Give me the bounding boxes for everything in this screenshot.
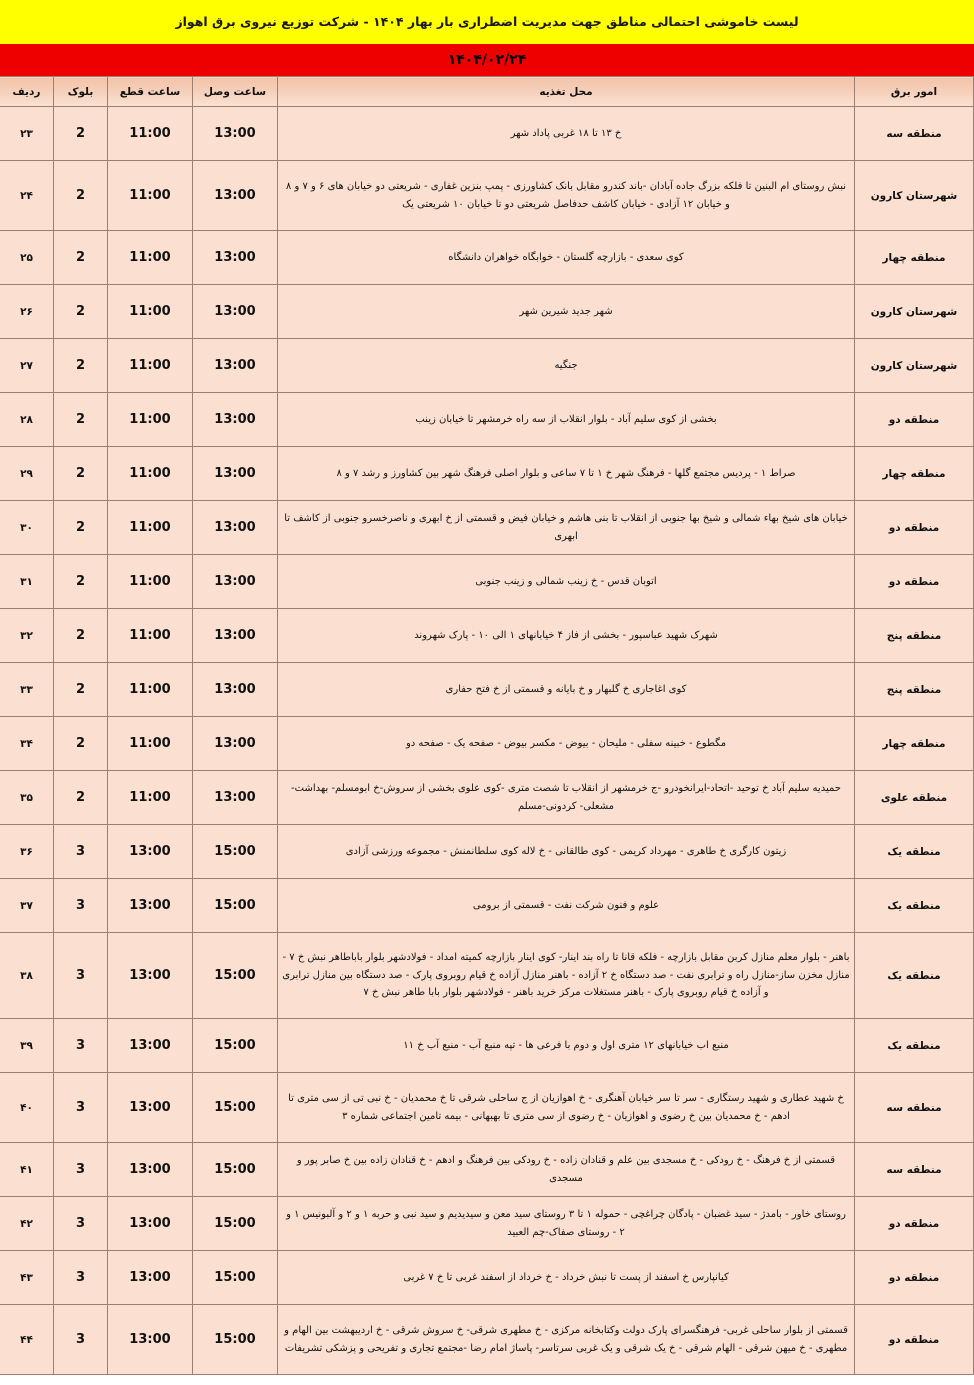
cell-radif: ۳۴ (0, 717, 54, 771)
cell-omur-bargh: منطقه یک (855, 825, 974, 879)
cell-saat-ghat: 13:00 (108, 1143, 193, 1197)
cell-blok: 2 (54, 771, 108, 825)
date-banner (0, 44, 974, 76)
title-banner (0, 0, 974, 44)
cell-radif: ۳۰ (0, 501, 54, 555)
cell-saat-ghat: 11:00 (108, 285, 193, 339)
cell-saat-ghat: 11:00 (108, 161, 193, 231)
cell-blok: 2 (54, 231, 108, 285)
table-row (0, 447, 974, 501)
cell-omur-bargh: شهرستان کارون (855, 161, 974, 231)
table-row (0, 1073, 974, 1143)
cell-omur-bargh: منطقه چهار (855, 447, 974, 501)
cell-mahal-taghzie: اتوبان قدس - خ زینب شمالی و زینب جنوبی (278, 555, 855, 609)
cell-blok: 3 (54, 1019, 108, 1073)
cell-blok: 2 (54, 501, 108, 555)
cell-mahal-taghzie: علوم و فنون شرکت نفت - قسمتی از برومی (278, 879, 855, 933)
cell-saat-ghat: 11:00 (108, 339, 193, 393)
cell-saat-ghat: 13:00 (108, 1073, 193, 1143)
cell-blok: 2 (54, 161, 108, 231)
cell-saat-ghat: 13:00 (108, 1305, 193, 1375)
cell-saat-vasl: 15:00 (193, 1305, 278, 1375)
cell-saat-vasl: 13:00 (193, 555, 278, 609)
cell-omur-bargh: منطقه سه (855, 1073, 974, 1143)
cell-saat-vasl: 15:00 (193, 1143, 278, 1197)
cell-mahal-taghzie: صراط ۱ - پردیس مجتمع گلها - فرهنگ شهر خ ۱ تا ۷ ساعی و بلوار اصلی فرهنگ شهر بین کشاورز و رشد ۷ و ۸ (278, 447, 855, 501)
cell-saat-ghat: 11:00 (108, 717, 193, 771)
cell-omur-bargh: منطقه یک (855, 933, 974, 1019)
cell-blok: 2 (54, 609, 108, 663)
cell-blok: 2 (54, 555, 108, 609)
cell-omur-bargh: منطقه یک (855, 1019, 974, 1073)
cell-saat-ghat: 13:00 (108, 1019, 193, 1073)
cell-saat-vasl: 13:00 (193, 663, 278, 717)
cell-saat-ghat: 11:00 (108, 663, 193, 717)
cell-mahal-taghzie: حمیدیه سلیم آباد خ توحید -اتحاد-ایرانخودرو -ج خرمشهر از انقلاب تا شصت متری -کوی علوی بخشی از سروش-خ ابومسلم- بهداشت- مشعلی- کردونی-مسلم (278, 771, 855, 825)
table-row (0, 339, 974, 393)
cell-blok: 3 (54, 933, 108, 1019)
cell-blok: 2 (54, 339, 108, 393)
cell-radif: ۲۵ (0, 231, 54, 285)
cell-radif: ۳۵ (0, 771, 54, 825)
cell-blok: 3 (54, 1143, 108, 1197)
cell-saat-vasl: 13:00 (193, 393, 278, 447)
table-row (0, 161, 974, 231)
cell-blok: 3 (54, 1305, 108, 1375)
cell-saat-vasl: 13:00 (193, 285, 278, 339)
cell-mahal-taghzie: مگطوع - خبینه سفلی - ملیحان - بیوض - مکسر بیوض - صفحه یک - صفحه دو (278, 717, 855, 771)
cell-omur-bargh: منطقه یک (855, 879, 974, 933)
cell-saat-vasl: 13:00 (193, 501, 278, 555)
cell-saat-vasl: 13:00 (193, 161, 278, 231)
cell-blok: 2 (54, 285, 108, 339)
cell-omur-bargh: منطقه پنج (855, 663, 974, 717)
cell-omur-bargh: منطقه علوی (855, 771, 974, 825)
cell-mahal-taghzie: کوی سعدی - بازارچه گلستان - خوابگاه خواهران دانشگاه (278, 231, 855, 285)
table-row (0, 663, 974, 717)
cell-blok: 3 (54, 1197, 108, 1251)
cell-mahal-taghzie: بخشی از کوی سلیم آباد - بلوار انقلاب از سه راه خرمشهر تا خیابان زینب (278, 393, 855, 447)
cell-mahal-taghzie: خ شهید عطاری و شهید رستگاری - سر تا سر خیابان آهنگری - خ اهوازیان از ج ساحلی شرقی تا خ محمدیان - خ نبی تی از سی متری تا ادهم - خ محمدیان بین خ رضوی و اهوازیان - خ رضوی از سی متری تا بهبهانی - بیمه تامین اجتماعی شماره ۳ (278, 1073, 855, 1143)
cell-radif: ۳۹ (0, 1019, 54, 1073)
cell-omur-bargh: منطقه پنج (855, 609, 974, 663)
cell-omur-bargh: منطقه سه (855, 1143, 974, 1197)
cell-blok: 2 (54, 393, 108, 447)
cell-radif: ۳۶ (0, 825, 54, 879)
table-body (0, 107, 974, 1375)
cell-saat-vasl: 15:00 (193, 1197, 278, 1251)
table-row (0, 1305, 974, 1375)
cell-saat-ghat: 13:00 (108, 879, 193, 933)
schedule-date: ۱۴۰۴/۰۲/۲۴ (447, 52, 527, 68)
cell-blok: 3 (54, 1251, 108, 1305)
cell-blok: 3 (54, 825, 108, 879)
cell-saat-vasl: 15:00 (193, 1073, 278, 1143)
table-row (0, 1143, 974, 1197)
cell-mahal-taghzie: نبش روستای ام البنین تا فلکه بزرگ جاده آبادان -باند کندرو مقابل بانک کشاورزی - پمپ بنزین غفاری - شریعتی دو خیابان های ۶ و ۷ و ۸ و خیابان ۱۲ آزادی - خیابان کاشف حدفاصل شریعتی دو تا خیابان ۱۰ شریعتی یک (278, 161, 855, 231)
cell-saat-ghat: 11:00 (108, 501, 193, 555)
cell-omur-bargh: منطقه چهار (855, 231, 974, 285)
cell-omur-bargh: شهرستان کارون (855, 285, 974, 339)
cell-omur-bargh: منطقه چهار (855, 717, 974, 771)
cell-radif: ۲۷ (0, 339, 54, 393)
cell-saat-vasl: 13:00 (193, 231, 278, 285)
cell-mahal-taghzie: باهنر - بلوار معلم منازل کربن مقابل بازارچه - فلکه قانا تا راه بند اینار- کوی اینار بازارچه کمیته امداد - فولادشهر بلوار باباطاهر نبش خ ۷ - منازل مخزن ساز-منازل راه و ترابری نفت - صد دستگاه خ ۲ آزاده - باهنر منازل آزاده خ قیام روبروی پارک - صد دستگاه بین منازل ترابری و آزاده خ قیام روبروی پارک - باهنر مستغلات مرکز خرید باهنر - فولادشهر بلوار بابا طاهر نبش خ ۷ (278, 933, 855, 1019)
cell-mahal-taghzie: کوی اغاجاری خ گلبهار و خ بایانه و قسمتی از خ فتح حفاری (278, 663, 855, 717)
cell-saat-ghat: 13:00 (108, 825, 193, 879)
cell-saat-vasl: 15:00 (193, 933, 278, 1019)
cell-saat-ghat: 13:00 (108, 1251, 193, 1305)
cell-saat-vasl: 13:00 (193, 339, 278, 393)
outage-table (0, 76, 974, 1375)
table-row (0, 609, 974, 663)
cell-saat-ghat: 11:00 (108, 393, 193, 447)
cell-radif: ۳۲ (0, 609, 54, 663)
cell-omur-bargh: منطقه دو (855, 393, 974, 447)
cell-saat-vasl: 15:00 (193, 1019, 278, 1073)
cell-omur-bargh: منطقه دو (855, 555, 974, 609)
column-header-blok: بلوک (54, 77, 108, 107)
table-row (0, 717, 974, 771)
table-row (0, 501, 974, 555)
cell-saat-ghat: 11:00 (108, 447, 193, 501)
cell-saat-vasl: 15:00 (193, 825, 278, 879)
cell-blok: 3 (54, 1073, 108, 1143)
table-row (0, 555, 974, 609)
cell-saat-ghat: 11:00 (108, 771, 193, 825)
cell-mahal-taghzie: شهر جدید شیرین شهر (278, 285, 855, 339)
cell-saat-vasl: 13:00 (193, 609, 278, 663)
table-row (0, 1197, 974, 1251)
header-row (0, 77, 974, 107)
cell-radif: ۴۱ (0, 1143, 54, 1197)
cell-saat-ghat: 11:00 (108, 231, 193, 285)
cell-radif: ۲۶ (0, 285, 54, 339)
cell-radif: ۴۰ (0, 1073, 54, 1143)
table-row (0, 771, 974, 825)
table-row (0, 231, 974, 285)
cell-mahal-taghzie: شهرک شهید عباسپور - بخشی از فاز ۴ خیابانهای ۱ الی ۱۰ - پارک شهروند (278, 609, 855, 663)
cell-radif: ۳۷ (0, 879, 54, 933)
cell-omur-bargh: منطقه سه (855, 107, 974, 161)
cell-radif: ۲۹ (0, 447, 54, 501)
cell-saat-vasl: 15:00 (193, 1251, 278, 1305)
column-header-omur-bargh: امور برق (855, 77, 974, 107)
cell-radif: ۳۱ (0, 555, 54, 609)
cell-blok: 2 (54, 447, 108, 501)
column-header-radif: ردیف (0, 77, 54, 107)
table-row (0, 1251, 974, 1305)
table-row (0, 393, 974, 447)
table-row (0, 1019, 974, 1073)
cell-mahal-taghzie: قسمتی از بلوار ساحلی غربی- فرهنگسرای پارک دولت وکتابخانه مرکزی - خ مطهری شرقی- خ سروش شرقی - خ اردیبهشت بین الهام و مطهری - خ میهن شرقی - الهام شرقی - خ یک شرقی و یک غربی سرتاسر- پاساژ امام رضا -مجتمع تجاری و تفریحی و پزشکی تشریفات (278, 1305, 855, 1375)
table-row (0, 879, 974, 933)
cell-saat-vasl: 13:00 (193, 771, 278, 825)
cell-mahal-taghzie: منبع اب خیابانهای ۱۲ متری اول و دوم با فرعی ها - تپه منبع آب - منبع آب خ ۱۱ (278, 1019, 855, 1073)
table-row (0, 933, 974, 1019)
column-header-mahal-taghzie: محل تغذیه (278, 77, 855, 107)
cell-mahal-taghzie: خیابان های شیخ بهاء شمالی و شیخ بها جنوبی از انقلاب تا بنی هاشم و خیابان فیض و قسمتی از خ ابهری و ناصرخسرو جنوبی از کاشف تا ابهری (278, 501, 855, 555)
cell-omur-bargh: شهرستان کارون (855, 339, 974, 393)
cell-saat-vasl: 13:00 (193, 447, 278, 501)
cell-omur-bargh: منطقه دو (855, 1305, 974, 1375)
cell-blok: 3 (54, 879, 108, 933)
cell-radif: ۴۴ (0, 1305, 54, 1375)
cell-radif: ۲۴ (0, 161, 54, 231)
bottom-spacer (0, 1375, 974, 1385)
cell-radif: ۴۳ (0, 1251, 54, 1305)
cell-radif: ۳۸ (0, 933, 54, 1019)
column-header-saat-ghat: ساعت قطع (108, 77, 193, 107)
cell-radif: ۲۳ (0, 107, 54, 161)
cell-blok: 2 (54, 663, 108, 717)
cell-omur-bargh: منطقه دو (855, 501, 974, 555)
cell-mahal-taghzie: قسمتی از خ فرهنگ - خ رودکی - خ مسجدی بین علم و قنادان زاده - خ رودکی بین فرهنگ و ادهم - خ قنادان زاده بین خ صابر پور و مسجدی (278, 1143, 855, 1197)
cell-omur-bargh: منطقه دو (855, 1197, 974, 1251)
cell-mahal-taghzie: کیانپارس خ اسفند از پست تا نبش خرداد - خ خرداد از اسفند غربی تا خ ۷ غربی (278, 1251, 855, 1305)
cell-mahal-taghzie: روستای خاور - بامدژ - سید غضبان - پادگان چراغچی - حموله ۱ تا ۳ روستای سید معن و سیدیدیم و سید نبی و حربه ۱ و ۲ و آلبونیس ۱ و ۲ - روستای صفاک-چم العبید (278, 1197, 855, 1251)
cell-saat-vasl: 13:00 (193, 107, 278, 161)
page-title: لیست خاموشی احتمالی مناطق جهت مدیریت اضطراری بار بهار ۱۴۰۴ - شرکت توزیع نیروی برق اهواز (175, 14, 799, 29)
cell-saat-ghat: 11:00 (108, 609, 193, 663)
cell-saat-ghat: 11:00 (108, 555, 193, 609)
table-row (0, 285, 974, 339)
cell-radif: ۴۲ (0, 1197, 54, 1251)
cell-mahal-taghzie: زیتون کارگری خ طاهری - مهرداد کریمی - کوی طالقانی - خ لاله کوی سلطانمنش - مجموعه ورزشی آزادی (278, 825, 855, 879)
cell-saat-ghat: 11:00 (108, 107, 193, 161)
cell-saat-ghat: 13:00 (108, 1197, 193, 1251)
cell-radif: ۳۳ (0, 663, 54, 717)
table-row (0, 825, 974, 879)
cell-saat-ghat: 13:00 (108, 933, 193, 1019)
cell-mahal-taghzie: خ ۱۳ تا ۱۸ غربی پاداد شهر (278, 107, 855, 161)
cell-blok: 2 (54, 107, 108, 161)
table-header (0, 77, 974, 107)
cell-saat-vasl: 15:00 (193, 879, 278, 933)
cell-saat-vasl: 13:00 (193, 717, 278, 771)
table-row (0, 107, 974, 161)
cell-radif: ۲۸ (0, 393, 54, 447)
column-header-saat-vasl: ساعت وصل (193, 77, 278, 107)
cell-omur-bargh: منطقه دو (855, 1251, 974, 1305)
cell-blok: 2 (54, 717, 108, 771)
cell-mahal-taghzie: جنگیه (278, 339, 855, 393)
